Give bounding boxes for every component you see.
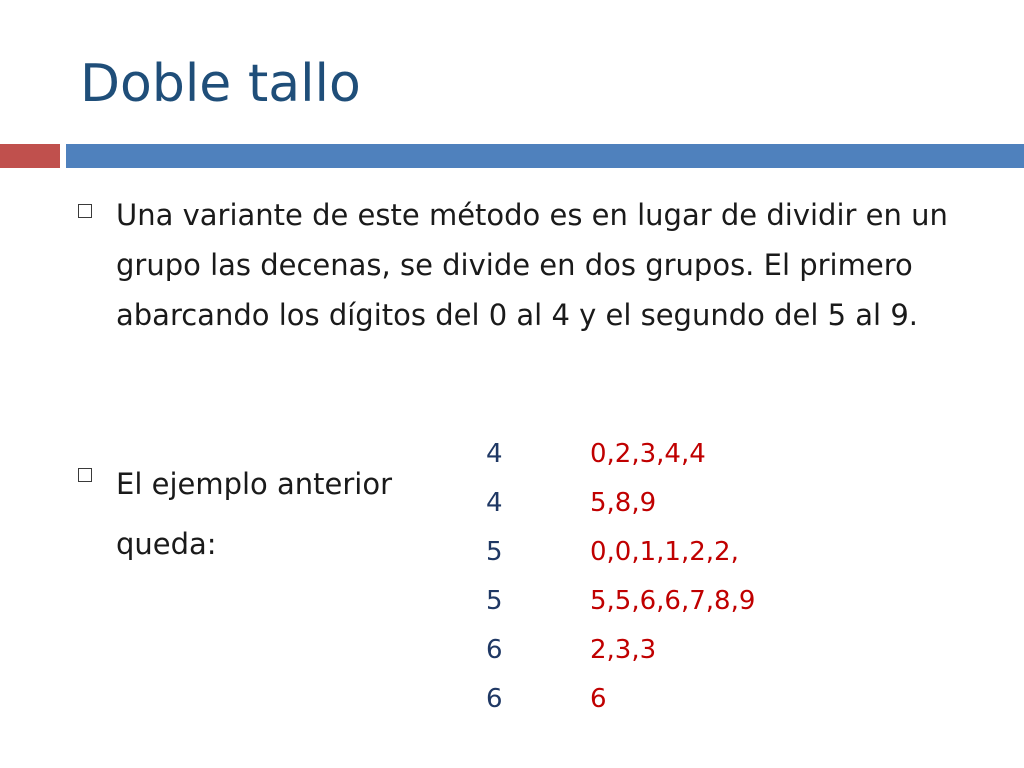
stem-value: 6	[486, 684, 503, 714]
stem-value: 5	[486, 586, 503, 616]
stem-leaf-row	[486, 677, 890, 726]
bullet-item-1	[78, 190, 998, 340]
title-rule-accent-red	[0, 144, 60, 168]
stem-leaf-row	[486, 432, 890, 481]
title-rule-accent-blue	[66, 144, 1024, 168]
stem-leaf-row	[486, 481, 890, 530]
square-bullet-icon	[78, 468, 92, 482]
leaf-values: 6	[590, 684, 607, 714]
bullet-item-2	[78, 454, 448, 574]
leaf-values: 0,0,1,1,2,2,	[590, 537, 739, 567]
stem-and-leaf-table	[486, 432, 890, 726]
leaf-values: 5,8,9	[590, 488, 657, 518]
leaf-values: 2,3,3	[590, 635, 657, 665]
stem-value: 4	[486, 439, 503, 469]
stem-value: 4	[486, 488, 503, 518]
bullet-text: El ejemplo anterior queda:	[116, 467, 393, 561]
leaf-values: 0,2,3,4,4	[590, 439, 706, 469]
leaf-values: 5,5,6,6,7,8,9	[590, 586, 756, 616]
square-bullet-icon	[78, 204, 92, 218]
stem-leaf-row	[486, 530, 890, 579]
slide-title: Doble tallo	[80, 54, 361, 114]
bullet-text: Una variante de este método es en lugar de dividir en un grupo las decenas, se divide en dos grupos. El primero abarcando los dígitos del 0 al 4 y el segundo del 5 al 9.	[116, 198, 948, 332]
stem-value: 6	[486, 635, 503, 665]
stem-leaf-row	[486, 628, 890, 677]
stem-value: 5	[486, 537, 503, 567]
stem-leaf-row	[486, 579, 890, 628]
